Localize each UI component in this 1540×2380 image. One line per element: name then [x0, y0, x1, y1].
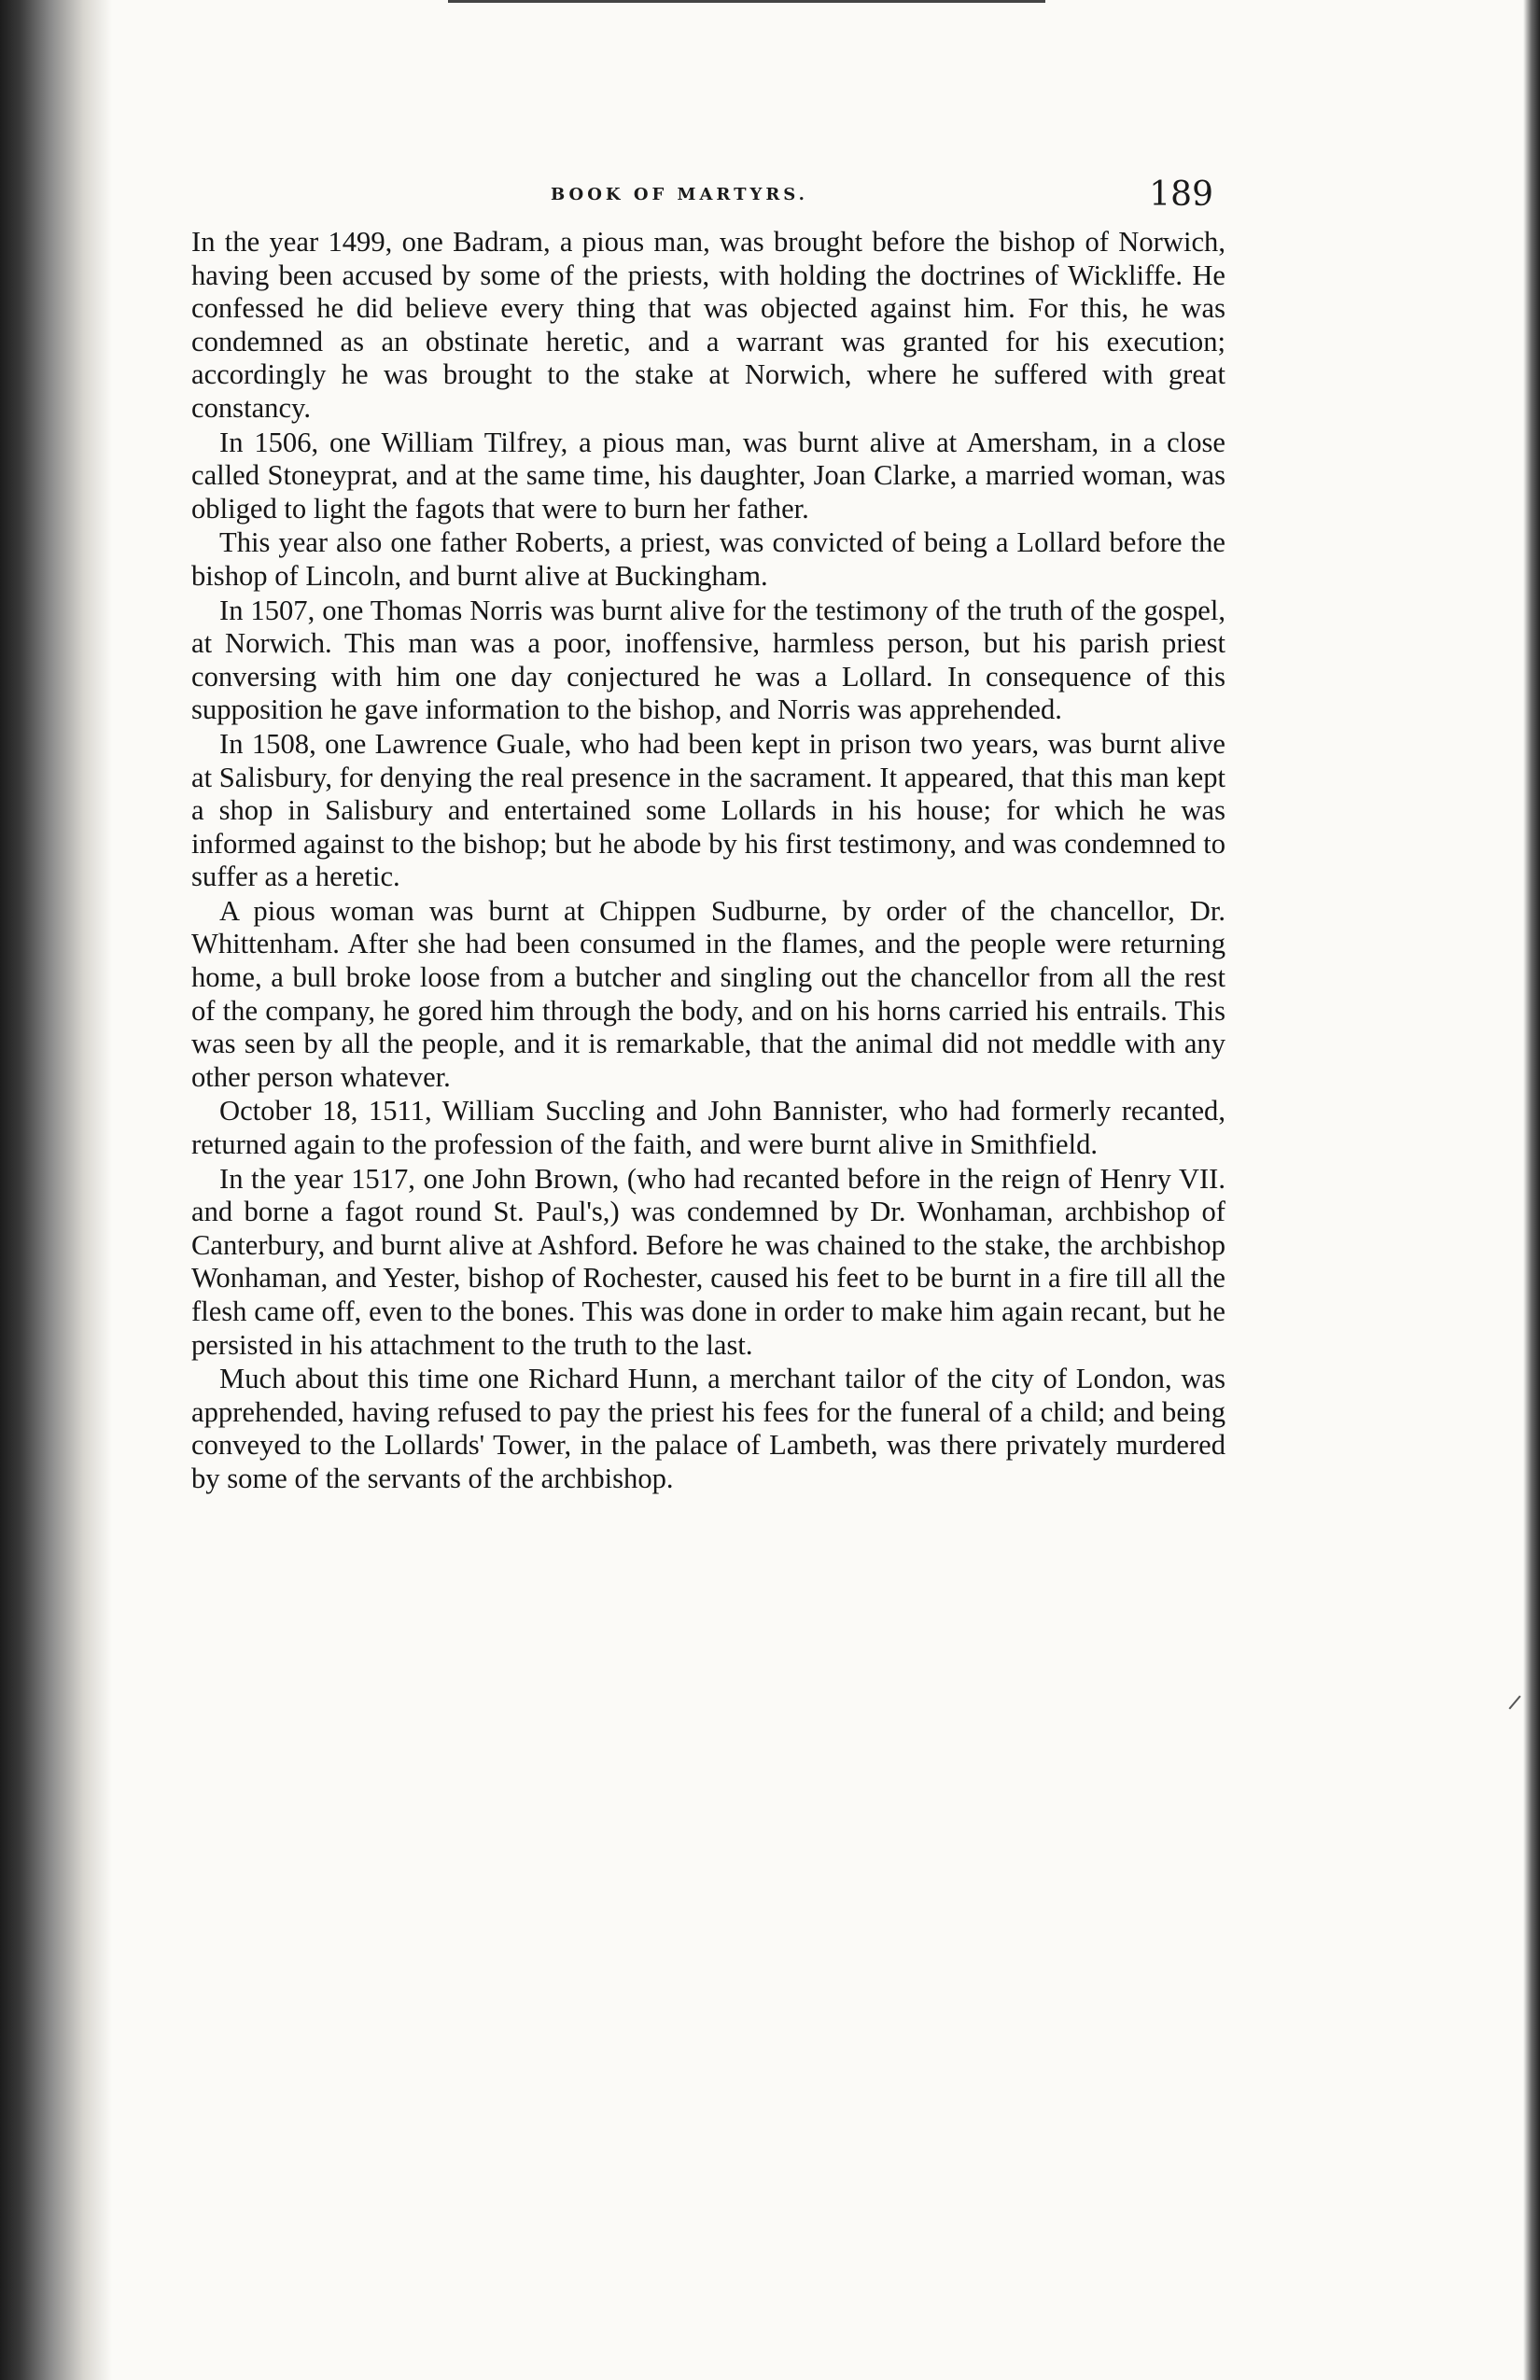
paragraph-badram: In the year 1499, one Badram, a pious man, was brought before the bishop of Norwich, having been accused by some of the priests, with holding the doctrines of Wickliffe. He confessed he did believe every thing that was objected against him. For this, he was condemned as an obstinate heretic, and a warrant was granted for his execution; accordingly he was brought to the stake at Norwich, where he suffered with great constancy. [191, 226, 1225, 424]
paragraph-guale: In 1508, one Lawrence Guale, who had been kept in prison two years, was burnt alive at Salisbury, for denying the real presence in the sacrament. It appeared, that this man kept a shop in Salisbury and entertained some Lollards in his house; for which he was informed against to the bishop; but he abode by his first testimony, and was condemned to suffer as a heretic. [191, 727, 1225, 893]
paragraph-tilfrey: In 1506, one William Tilfrey, a pious man, was burnt alive at Amersham, in a close called Stoneyprat, and at the same time, his daughter, Joan Clarke, a married woman, was obliged to light the fagots that were to burn her father. [191, 426, 1225, 525]
paragraph-pious-woman: A pious woman was burnt at Chippen Sudburne, by order of the chancellor, Dr. Whittenham. After she had been consumed in the flames, and the people were returning home, a bull broke loose from a butcher and singling out the chancellor from all the rest of the company, he gored him through the body, and on his horns carried his entrails. This was seen by all the people, and it is remarkable, that the animal did not meddle with any other person whatever. [191, 894, 1225, 1093]
margin-pencil-mark [1508, 1695, 1520, 1709]
body-text [191, 226, 1225, 1497]
paragraph-norris: In 1507, one Thomas Norris was burnt alive for the testimony of the truth of the gospel, at Norwich. This man was a poor, inoffensive, harmless person, but his parish priest conversing with him one day conjectured he was a Lollard. In consequence of this supposition he gave information to the bishop, and Norris was apprehended. [191, 594, 1225, 726]
running-title: BOOK OF MARTYRS. [551, 185, 808, 204]
paragraph-succling-bannister: October 18, 1511, William Succling and John Bannister, who had formerly recanted, returned again to the profession of the faith, and were burnt alive in Smithfield. [191, 1095, 1225, 1161]
paragraph-richard-hunn: Much about this time one Richard Hunn, a merchant tailor of the city of London, was apprehended, having refused to pay the priest his fees for the funeral of a child; and being conveyed to the Lollards' Tower, in the palace of Lambeth, was there privately murdered by some of the servants of the archbishop. [191, 1363, 1225, 1494]
top-edge-rule [448, 0, 1045, 3]
paragraph-john-brown: In the year 1517, one John Brown, (who had recanted before in the reign of Henry VII. and borne a fagot round St. Paul's,) was condemned by Dr. Wonhaman, archbishop of Canterbury, and burnt alive at Ashford. Before he was chained to the stake, the archbishop Wonhaman, and Yester, bishop of Rochester, caused his feet to be burnt in a fire till all the flesh came off, even to the bones. This was done in order to make him again recant, but he persisted in his attachment to the truth to the last. [191, 1162, 1225, 1361]
page-number: 189 [1149, 175, 1213, 214]
page-header [187, 175, 1213, 222]
page-binding-edge [0, 0, 112, 2380]
page-right-edge [1523, 0, 1540, 2380]
paragraph-roberts: This year also one father Roberts, a priest, was convicted of being a Lollard before the bishop of Lincoln, and burnt alive at Buckingham. [191, 526, 1225, 592]
